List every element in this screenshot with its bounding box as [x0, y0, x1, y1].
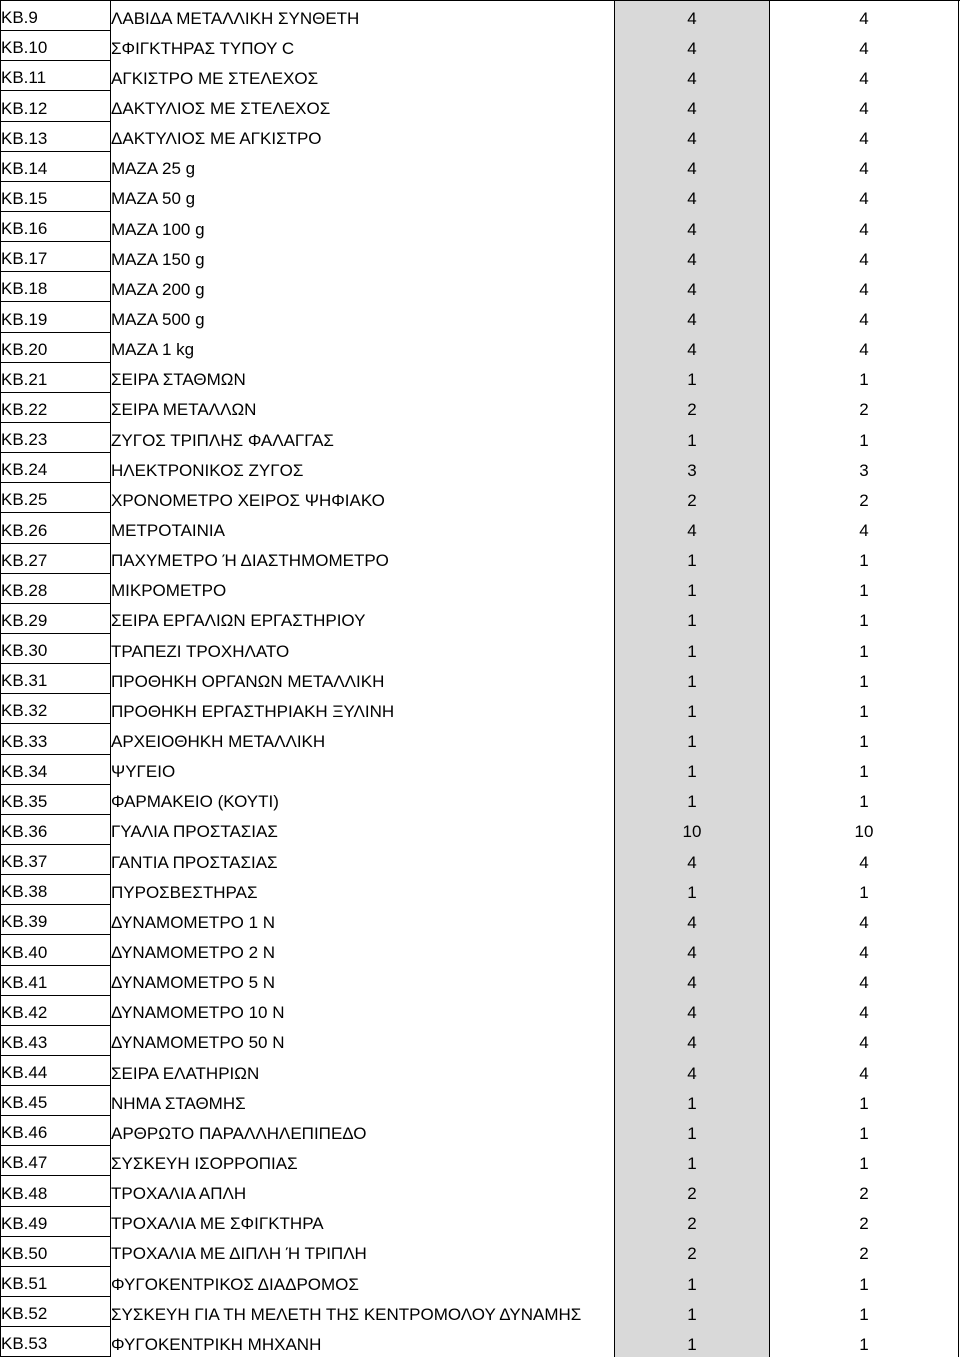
item-code-cell: ΚΒ.36 [1, 814, 111, 844]
quantity-cell: 1 [770, 724, 959, 754]
quantity-cell: 1 [770, 1116, 959, 1146]
quantity-cell: 1 [770, 754, 959, 784]
quantity-cell-shaded: 1 [615, 543, 770, 573]
quantity-cell-shaded: 3 [615, 453, 770, 483]
equipment-table-body [1, 1, 959, 1357]
quantity-cell-shaded: 1 [615, 724, 770, 754]
quantity-cell: 4 [770, 513, 959, 543]
quantity-cell-shaded: 1 [615, 875, 770, 905]
table-row [1, 1146, 959, 1176]
table-row [1, 422, 959, 452]
quantity-cell: 4 [770, 302, 959, 332]
quantity-cell-shaded: 10 [615, 814, 770, 844]
item-name-cell: ΜΕΤΡΟΤΑΙΝΙΑ [111, 521, 225, 541]
item-code-cell: ΚΒ.45 [1, 1086, 111, 1116]
item-name-cell: ΜΙΚΡΟΜΕΤΡΟ [111, 581, 227, 601]
item-code-cell: ΚΒ.10 [1, 31, 111, 61]
quantity-cell-shaded: 2 [615, 1176, 770, 1206]
table-row [1, 724, 959, 754]
table-row [1, 121, 959, 151]
quantity-cell-shaded: 1 [615, 603, 770, 633]
quantity-cell-shaded: 1 [615, 422, 770, 452]
quantity-cell-shaded: 4 [615, 995, 770, 1025]
table-row [1, 332, 959, 362]
item-name-cell: ΔΥΝΑΜΟΜΕΤΡΟ 50 Ν [111, 1033, 285, 1053]
quantity-cell-shaded: 2 [615, 1236, 770, 1266]
quantity-cell-shaded: 1 [615, 633, 770, 663]
table-row [1, 302, 959, 332]
table-row [1, 543, 959, 573]
quantity-cell: 1 [770, 573, 959, 603]
item-name-cell: ΣΕΙΡΑ ΕΛΑΤΗΡΙΩΝ [111, 1063, 260, 1083]
quantity-cell: 4 [770, 211, 959, 241]
table-row [1, 181, 959, 211]
quantity-cell: 1 [770, 543, 959, 573]
item-name-cell: ΦΑΡΜΑΚΕΙΟ (ΚΟΥΤΙ) [111, 792, 279, 812]
quantity-cell: 1 [770, 1266, 959, 1296]
quantity-cell: 1 [770, 694, 959, 724]
item-code-cell: ΚΒ.16 [1, 211, 111, 241]
table-row [1, 995, 959, 1025]
item-name-cell: ΤΡΟΧΑΛΙΑ ΜΕ ΔΙΠΛΗ Ή ΤΡΙΠΛΗ [111, 1244, 367, 1264]
item-name-cell: ΗΛΕΚΤΡΟΝΙΚΟΣ ΖΥΓΟΣ [111, 460, 304, 480]
item-name-cell: ΔΥΝΑΜΟΜΕΤΡΟ 2 Ν [111, 943, 276, 962]
quantity-cell: 4 [770, 965, 959, 995]
item-code-cell: ΚΒ.38 [1, 875, 111, 905]
item-code-cell: ΚΒ.46 [1, 1116, 111, 1146]
quantity-cell-shaded: 4 [615, 61, 770, 91]
quantity-cell-shaded: 4 [615, 121, 770, 151]
item-name-cell: ΣΥΣΚΕΥΗ ΙΣΟΡΡΟΠΙΑΣ [111, 1153, 298, 1173]
quantity-cell-shaded: 1 [615, 362, 770, 392]
item-name-cell: ΑΡΘΡΩΤΟ ΠΑΡΑΛΛΗΛΕΠΙΠΕΔΟ [111, 1123, 367, 1143]
quantity-cell: 4 [770, 995, 959, 1025]
quantity-cell: 4 [770, 272, 959, 302]
item-name-cell: ΜΑΖΑ 25 g [111, 159, 196, 179]
item-code-cell: ΚΒ.32 [1, 694, 111, 724]
quantity-cell: 1 [770, 1327, 959, 1357]
quantity-cell: 2 [770, 392, 959, 422]
table-row [1, 513, 959, 543]
item-name-cell: ΧΡΟΝΟΜΕΤΡΟ ΧΕΙΡΟΣ ΨΗΦΙΑΚΟ [111, 490, 385, 510]
quantity-cell: 1 [770, 362, 959, 392]
quantity-cell: 4 [770, 905, 959, 935]
quantity-cell: 10 [770, 814, 959, 844]
table-row [1, 784, 959, 814]
item-name-cell: ΜΑΖΑ 500 g [111, 310, 205, 330]
item-code-cell: ΚΒ.11 [1, 61, 111, 91]
quantity-cell-shaded: 4 [615, 31, 770, 61]
quantity-cell: 1 [770, 664, 959, 694]
item-name-cell: ΤΡΑΠΕΖΙ ΤΡΟΧΗΛΑΤΟ [111, 641, 290, 661]
item-code-cell: ΚΒ.42 [1, 995, 111, 1025]
table-row [1, 1176, 959, 1206]
quantity-cell-shaded: 1 [615, 1297, 770, 1327]
quantity-cell: 4 [770, 91, 959, 121]
quantity-cell-shaded: 1 [615, 573, 770, 603]
quantity-cell: 1 [770, 633, 959, 663]
table-row [1, 362, 959, 392]
item-name-cell: ΣΕΙΡΑ ΕΡΓΑΛΙΩΝ ΕΡΓΑΣΤΗΡΙΟΥ [111, 611, 366, 631]
item-code-cell: ΚΒ.23 [1, 422, 111, 452]
item-name-cell: ΛΑΒΙΔΑ ΜΕΤΑΛΛΙΚΗ ΣΥΝΘΕΤΗ [111, 8, 360, 28]
table-row [1, 453, 959, 483]
item-name-cell: ΠΡΟΘΗΚΗ ΟΡΓΑΝΩΝ ΜΕΤΑΛΛΙΚΗ [111, 671, 385, 691]
item-code-cell: ΚΒ.24 [1, 453, 111, 483]
item-code-cell: ΚΒ.51 [1, 1266, 111, 1296]
item-code-cell: ΚΒ.33 [1, 724, 111, 754]
table-row [1, 844, 959, 874]
item-code-cell: ΚΒ.29 [1, 603, 111, 633]
quantity-cell: 1 [770, 422, 959, 452]
quantity-cell: 4 [770, 181, 959, 211]
table-row [1, 573, 959, 603]
item-name-cell: ΤΡΟΧΑΛΙΑ ΜΕ ΣΦΙΓΚΤΗΡΑ [111, 1214, 324, 1234]
table-row [1, 965, 959, 995]
item-name-cell: ΖΥΓΟΣ ΤΡΙΠΛΗΣ ΦΑΛΑΓΓΑΣ [111, 430, 334, 450]
quantity-cell-shaded: 1 [615, 694, 770, 724]
item-code-cell: ΚΒ.27 [1, 543, 111, 573]
quantity-cell-shaded: 1 [615, 664, 770, 694]
item-code-cell: ΚΒ.43 [1, 1025, 111, 1055]
item-code-cell: ΚΒ.47 [1, 1146, 111, 1176]
quantity-cell-shaded: 4 [615, 332, 770, 362]
item-code-cell: ΚΒ.31 [1, 664, 111, 694]
item-name-cell: ΔΥΝΑΜΟΜΕΤΡΟ 1 Ν [111, 912, 276, 932]
item-name-cell: ΣΦΙΓΚΤΗΡΑΣ ΤΥΠΟΥ C [111, 38, 295, 58]
quantity-cell-shaded: 4 [615, 905, 770, 935]
quantity-cell-shaded: 4 [615, 151, 770, 181]
quantity-cell-shaded: 1 [615, 1327, 770, 1357]
item-name-cell: ΜΑΖΑ 50 g [111, 189, 196, 209]
quantity-cell-shaded: 4 [615, 844, 770, 874]
table-row [1, 31, 959, 61]
item-name-cell: ΦΥΓΟΚΕΝΤΡΙΚΗ ΜΗΧΑΝΗ [111, 1334, 322, 1354]
quantity-cell: 4 [770, 1025, 959, 1055]
table-row [1, 1327, 959, 1357]
item-code-cell: ΚΒ.53 [1, 1327, 111, 1357]
table-row [1, 905, 959, 935]
item-code-cell: ΚΒ.50 [1, 1236, 111, 1266]
item-name-cell: ΑΓΚΙΣΤΡΟ ΜΕ ΣΤΕΛΕΧΟΣ [111, 68, 319, 88]
table-row [1, 814, 959, 844]
quantity-cell: 4 [770, 121, 959, 151]
quantity-cell-shaded: 1 [615, 1116, 770, 1146]
table-row [1, 1116, 959, 1146]
table-row [1, 392, 959, 422]
quantity-cell: 3 [770, 453, 959, 483]
quantity-cell: 2 [770, 1176, 959, 1206]
quantity-cell: 4 [770, 844, 959, 874]
quantity-cell-shaded: 4 [615, 302, 770, 332]
item-name-cell: ΠΡΟΘΗΚΗ ΕΡΓΑΣΤΗΡΙΑΚΗ ΞΥΛΙΝΗ [111, 701, 395, 721]
quantity-cell: 1 [770, 875, 959, 905]
quantity-cell: 4 [770, 61, 959, 91]
item-name-cell: ΠΑΧΥΜΕΤΡΟ Ή ΔΙΑΣΤΗΜΟΜΕΤΡΟ [111, 551, 389, 571]
quantity-cell: 1 [770, 1086, 959, 1116]
table-row [1, 754, 959, 784]
table-row [1, 1206, 959, 1236]
table-row [1, 272, 959, 302]
item-code-cell: ΚΒ.21 [1, 362, 111, 392]
item-name-cell: ΨΥΓΕΙΟ [111, 762, 176, 782]
item-name-cell: ΦΥΓΟΚΕΝΤΡΙΚΟΣ ΔΙΑΔΡΟΜΟΣ [111, 1274, 359, 1294]
item-name-cell: ΓΑΝΤΙΑ ΠΡΟΣΤΑΣΙΑΣ [111, 852, 278, 872]
item-code-cell: ΚΒ.22 [1, 392, 111, 422]
item-code-cell: ΚΒ.28 [1, 573, 111, 603]
item-name-cell: ΝΗΜΑ ΣΤΑΘΜΗΣ [111, 1093, 246, 1113]
table-row [1, 151, 959, 181]
item-code-cell: ΚΒ.52 [1, 1297, 111, 1327]
item-name-cell: ΜΑΖΑ 150 g [111, 249, 205, 269]
item-code-cell: ΚΒ.34 [1, 754, 111, 784]
table-row [1, 211, 959, 241]
quantity-cell: 4 [770, 332, 959, 362]
item-name-cell: ΜΑΖΑ 200 g [111, 279, 205, 299]
quantity-cell-shaded: 4 [615, 935, 770, 965]
item-name-cell: ΔΑΚΤΥΛΙΟΣ ΜΕ ΑΓΚΙΣΤΡΟ [111, 129, 322, 149]
item-name-cell: ΜΑΖΑ 100 g [111, 219, 205, 239]
equipment-table [0, 1, 959, 1357]
item-code-cell: ΚΒ.9 [1, 1, 111, 31]
quantity-cell: 4 [770, 935, 959, 965]
quantity-cell: 1 [770, 784, 959, 814]
quantity-cell: 2 [770, 1236, 959, 1266]
item-code-cell: ΚΒ.41 [1, 965, 111, 995]
quantity-cell: 4 [770, 151, 959, 181]
item-code-cell: ΚΒ.37 [1, 844, 111, 874]
item-name-cell: ΣΕΙΡΑ ΜΕΤΑΛΛΩΝ [111, 400, 257, 420]
table-row [1, 1025, 959, 1055]
item-code-cell: ΚΒ.39 [1, 905, 111, 935]
quantity-cell: 2 [770, 1206, 959, 1236]
quantity-cell-shaded: 2 [615, 392, 770, 422]
table-row [1, 1266, 959, 1296]
item-name-cell: ΔΑΚΤΥΛΙΟΣ ΜΕ ΣΤΕΛΕΧΟΣ [111, 99, 331, 119]
table-row [1, 91, 959, 121]
quantity-cell-shaded: 2 [615, 1206, 770, 1236]
item-code-cell: ΚΒ.40 [1, 935, 111, 965]
quantity-cell-shaded: 4 [615, 513, 770, 543]
quantity-cell-shaded: 4 [615, 91, 770, 121]
quantity-cell: 1 [770, 1146, 959, 1176]
table-row [1, 935, 959, 965]
item-code-cell: ΚΒ.13 [1, 121, 111, 151]
quantity-cell-shaded: 4 [615, 181, 770, 211]
table-row [1, 694, 959, 724]
quantity-cell-shaded: 4 [615, 1025, 770, 1055]
item-name-cell: ΣΕΙΡΑ ΣΤΑΘΜΩΝ [111, 370, 246, 390]
item-code-cell: ΚΒ.30 [1, 633, 111, 663]
quantity-cell-shaded: 4 [615, 242, 770, 272]
item-code-cell: ΚΒ.49 [1, 1206, 111, 1236]
table-row [1, 1086, 959, 1116]
table-row [1, 242, 959, 272]
table-row [1, 633, 959, 663]
quantity-cell-shaded: 4 [615, 272, 770, 302]
quantity-cell: 1 [770, 1297, 959, 1327]
quantity-cell: 4 [770, 31, 959, 61]
table-row [1, 875, 959, 905]
item-name-cell: ΔΥΝΑΜΟΜΕΤΡΟ 5 Ν [111, 973, 276, 993]
item-code-cell: ΚΒ.26 [1, 513, 111, 543]
quantity-cell-shaded: 1 [615, 1266, 770, 1296]
quantity-cell: 2 [770, 483, 959, 513]
quantity-cell-shaded: 1 [615, 754, 770, 784]
quantity-cell-shaded: 1 [615, 1086, 770, 1116]
item-code-cell: ΚΒ.19 [1, 302, 111, 332]
quantity-cell-shaded: 1 [615, 1146, 770, 1176]
quantity-cell-shaded: 4 [615, 965, 770, 995]
quantity-cell: 4 [770, 1, 959, 31]
item-code-cell: ΚΒ.14 [1, 151, 111, 181]
item-code-cell: ΚΒ.15 [1, 181, 111, 211]
quantity-cell: 1 [770, 603, 959, 633]
item-code-cell: ΚΒ.44 [1, 1055, 111, 1085]
table-row [1, 1055, 959, 1085]
table-row [1, 1236, 959, 1266]
item-code-cell: ΚΒ.18 [1, 272, 111, 302]
table-row [1, 664, 959, 694]
quantity-cell-shaded: 4 [615, 1055, 770, 1085]
quantity-cell-shaded: 1 [615, 784, 770, 814]
table-row [1, 603, 959, 633]
table-row [1, 483, 959, 513]
item-name-cell: ΔΥΝΑΜΟΜΕΤΡΟ 10 Ν [111, 1003, 285, 1023]
item-code-cell: ΚΒ.17 [1, 242, 111, 272]
table-row [1, 61, 959, 91]
quantity-cell-shaded: 2 [615, 483, 770, 513]
table-row [1, 1, 959, 31]
quantity-cell: 4 [770, 242, 959, 272]
item-code-cell: ΚΒ.35 [1, 784, 111, 814]
item-name-cell: ΓΥΑΛΙΑ ΠΡΟΣΤΑΣΙΑΣ [111, 822, 278, 842]
item-code-cell: ΚΒ.20 [1, 332, 111, 362]
item-name-cell: ΤΡΟΧΑΛΙΑ ΑΠΛΗ [111, 1184, 247, 1204]
quantity-cell-shaded: 4 [615, 211, 770, 241]
item-code-cell: ΚΒ.12 [1, 91, 111, 121]
item-name-cell: ΣΥΣΚΕΥΗ ΓΙΑ ΤΗ ΜΕΛΕΤΗ ΤΗΣ ΚΕΝΤΡΟΜΟΛΟΥ ΔΥΝΑΜΗΣ [111, 1304, 582, 1324]
item-code-cell: ΚΒ.48 [1, 1176, 111, 1206]
table-row [1, 1297, 959, 1327]
item-name-cell: ΜΑΖΑ 1 kg [111, 340, 195, 360]
quantity-cell: 4 [770, 1055, 959, 1085]
quantity-cell-shaded: 4 [615, 1, 770, 31]
item-code-cell: ΚΒ.25 [1, 483, 111, 513]
item-name-cell: ΠΥΡΟΣΒΕΣΤΗΡΑΣ [111, 882, 258, 902]
item-name-cell: ΑΡΧΕΙΟΘΗΚΗ ΜΕΤΑΛΛΙΚΗ [111, 732, 326, 752]
